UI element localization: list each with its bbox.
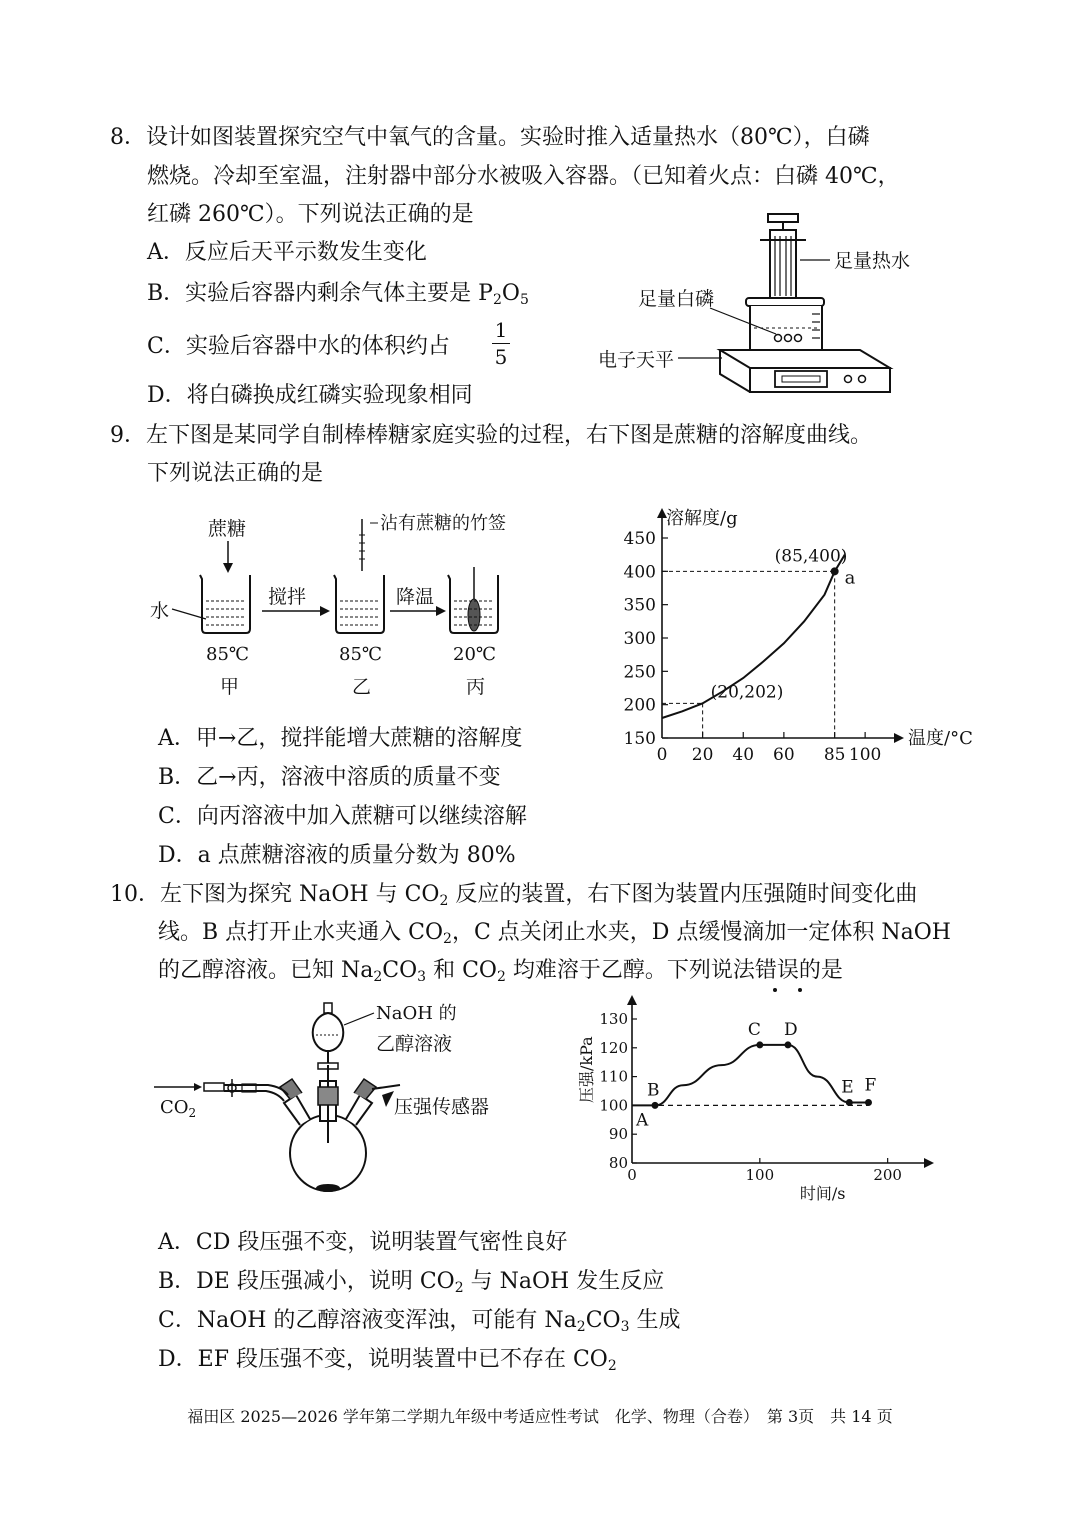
label-white-phosphorus: 足量白磷: [638, 288, 715, 310]
point-F: [865, 1099, 872, 1106]
q9-number: 9．: [110, 423, 146, 448]
q10-option-c: C．NaOH 的乙醇溶液变浑浊，可能有 $Na_2CO_3$ 生成: [158, 1308, 681, 1335]
x-tick-label: 200: [873, 1166, 902, 1184]
label-hot-water: 足量热水: [834, 250, 910, 272]
label-electronic-balance: 电子天平: [598, 349, 675, 371]
q10-number: 10．: [110, 882, 160, 907]
x-tick-label: 40: [732, 745, 755, 765]
emphasis-dot: [798, 988, 802, 992]
point-label-C: C: [747, 1019, 761, 1040]
q8-option-c: C．实验后容器中水的体积约占: [147, 334, 450, 359]
point-label-F: F: [864, 1075, 877, 1096]
q10-apparatus-figure: [150, 995, 530, 1200]
x-tick-label: 85: [823, 745, 846, 765]
label-sugar: 蔗糖: [208, 518, 247, 540]
label-bamboo-stick: 沾有蔗糖的竹签: [380, 513, 506, 534]
q10-line1: 10．左下图为探究 NaOH 与 $CO_2$ 反应的装置，右下图为装置内压强随时间变化曲: [110, 882, 918, 909]
point-E: [846, 1099, 853, 1106]
y-axis-label: 压强/kPa: [577, 1036, 596, 1103]
y-tick-label: 130: [599, 1010, 628, 1028]
q8-line1: 8．设计如图装置探究空气中氧气的含量。实验时推入适量热水（80℃），白磷: [110, 125, 870, 150]
annotation-85-400: (85,400): [774, 546, 848, 567]
point-a-label: a: [844, 567, 856, 589]
q9-process-figure: [140, 505, 540, 705]
y-tick-label: 450: [623, 529, 656, 549]
q9-line1: 9．左下图是某同学自制棒棒糖家庭实验的过程，右下图是蔗糖的溶解度曲线。: [110, 423, 873, 448]
y-tick-label: 250: [623, 662, 656, 683]
y-tick-label: 400: [623, 562, 656, 583]
y-tick-label: 90: [608, 1125, 628, 1144]
x-axis-label: 温度/°C: [908, 728, 973, 749]
q8-option-a: A．反应后天平示数发生变化: [147, 240, 427, 265]
q10-option-b: B．DE 段压强减小，说明 $CO_2$ 与 NaOH 发生反应: [158, 1269, 665, 1296]
y-tick-label: 110: [599, 1067, 628, 1086]
y-tick-label: 120: [599, 1038, 628, 1057]
solubility-chart: [600, 500, 980, 770]
page-footer: 福田区 2025—2026 学年第二学期九年级中考适应性考试 化学、物理（合卷） 第 3页 共 14 页: [187, 1407, 893, 1426]
q10-option-a: A．CD 段压强不变，说明装置气密性良好: [158, 1230, 568, 1255]
label-water: 水: [150, 600, 170, 622]
y-tick-label: 350: [623, 595, 656, 616]
emphasis-dot: [773, 988, 777, 992]
x-tick-label: 100: [745, 1166, 775, 1184]
x-tick-label: 20: [691, 745, 714, 765]
q8-line3: 红磷 260℃）。下列说法正确的是: [147, 202, 474, 227]
q8-option-b: B．实验后容器内剩余气体主要是 $P_2O_5$: [147, 281, 529, 308]
temp-yi: 85℃: [339, 644, 383, 665]
label-naoh: NaOH 的: [376, 1003, 457, 1024]
q8-apparatus-figure: [590, 210, 910, 400]
point-D: [784, 1041, 791, 1048]
q8-number: 8．: [110, 125, 146, 150]
y-tick-label: 80: [608, 1154, 628, 1172]
temp-bing: 20℃: [453, 644, 497, 665]
label-co2-inlet: $CO_2$: [160, 1097, 197, 1120]
point-C: [756, 1041, 763, 1048]
label-pressure-sensor: 压强传感器: [394, 1096, 490, 1118]
label-cool: 降温: [396, 586, 435, 608]
x-tick-label: 0: [656, 745, 668, 765]
y-tick-label: 150: [623, 729, 656, 749]
x-axis-label: 时间/s: [799, 1184, 846, 1203]
q9-line2: 下列说法正确的是: [147, 461, 324, 486]
point-label-D: D: [783, 1019, 798, 1040]
beaker-bing-label: 丙: [466, 676, 486, 698]
y-tick-label: 300: [623, 629, 656, 649]
temp-jia: 85℃: [206, 644, 250, 665]
point-label-A: A: [636, 1110, 649, 1131]
beaker-yi-label: 乙: [352, 676, 372, 698]
y-tick-label: 100: [599, 1096, 628, 1115]
fraction-one-fifth: 1 5: [492, 318, 510, 369]
q10-line2: 线。B 点打开止水夹通入 $CO_2$，C 点关闭止水夹，D 点缓慢滴加一定体积 NaOH: [158, 920, 951, 947]
x-tick-label: 0: [627, 1166, 637, 1184]
q10-line3: 的乙醇溶液。已知 $Na_2CO_3$ 和 $CO_2$ 均难溶于乙醇。下列说法错误的是: [158, 958, 843, 985]
q10-option-d: D．EF 段压强不变，说明装置中已不存在 $CO_2$: [158, 1347, 617, 1374]
q9-option-b: B．乙→丙，溶液中溶质的质量不变: [158, 765, 501, 790]
point-label-B: B: [647, 1080, 660, 1101]
x-tick-label: 60: [773, 745, 795, 765]
q8-line2: 燃烧。冷却至室温，注射器中部分水被吸入容器。（已知着火点：白磷 40℃，: [147, 164, 900, 189]
label-ethanol-solution: 乙醇溶液: [376, 1033, 453, 1055]
y-axis-arrow: [627, 995, 637, 1005]
point-a: [831, 567, 839, 575]
point-B: [652, 1102, 659, 1109]
q9-option-d: D．a 点蔗糖溶液的质量分数为 80%: [158, 843, 516, 868]
annotation-20-202: (20,202): [710, 682, 784, 703]
x-axis-arrow: [924, 1158, 934, 1168]
q8-option-d: D．将白磷换成红磷实验现象相同: [147, 383, 473, 408]
y-tick-label: 200: [623, 695, 656, 716]
pressure-chart: [570, 995, 950, 1205]
point-label-E: E: [841, 1077, 854, 1098]
q9-option-a: A．甲→乙，搅拌能增大蔗糖的溶解度: [158, 726, 523, 751]
pressure-curve: [632, 1045, 869, 1106]
beaker-jia-label: 甲: [220, 676, 240, 698]
y-axis-label: 溶解度/g: [666, 508, 738, 529]
q9-option-c: C．向丙溶液中加入蔗糖可以继续溶解: [158, 804, 527, 829]
label-stir: 搅拌: [268, 586, 307, 608]
x-tick-label: 100: [848, 745, 882, 765]
x-axis-arrow: [894, 733, 904, 743]
